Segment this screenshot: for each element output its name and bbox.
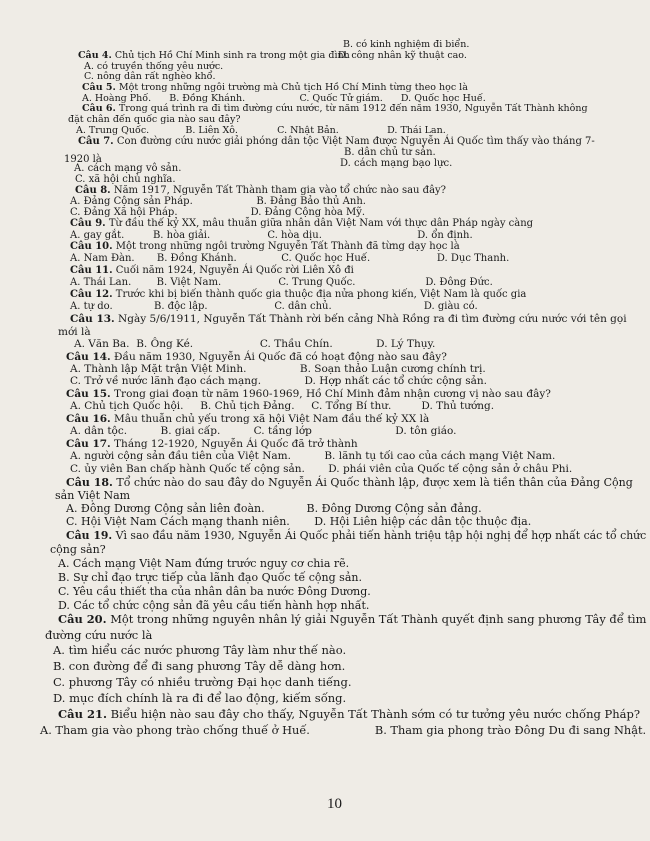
line-text: A. Hoàng Phố. B. Đồng Khánh. C. Quốc Tử giám. D. Quốc học Huế. xyxy=(82,93,486,104)
question-label: Câu 6. xyxy=(82,103,116,114)
line-text: cộng sản? xyxy=(50,543,106,556)
text-line xyxy=(70,314,627,325)
line-text: C. Đảng Xã hội Pháp. D. Đảng Cộng hòa Mỹ. xyxy=(70,207,366,218)
line-text: C. phương Tây có nhiều trường Đại học danh tiếng. xyxy=(53,675,352,689)
line-text: A. cách mạng vô sản. xyxy=(74,163,182,174)
text-line xyxy=(53,677,351,689)
text-line xyxy=(70,266,354,276)
line-text: Trước khi bị biến thành quốc gia thuộc địa nửa phong kiến, Việt Nam là quốc gia xyxy=(112,289,527,300)
text-line xyxy=(340,159,452,169)
line-text: Đầu năm 1930, Nguyễn Ái Quốc đã có hoạt động nào sau đây? xyxy=(110,351,447,363)
page-number: 10 xyxy=(327,796,342,812)
line-text: đường cứu nước là xyxy=(45,628,153,642)
text-line xyxy=(76,126,446,136)
question-label: Câu 15. xyxy=(66,388,111,400)
line-text: sản Việt Nam xyxy=(55,489,131,502)
question-label: Câu 14. xyxy=(66,351,111,363)
line-text: Con đường cứu nước giải phóng dân tộc Việt Nam được Nguyễn Ái Quốc tìm thấy vào tháng 7- xyxy=(113,136,595,147)
question-label: Câu 4. xyxy=(78,50,112,61)
text-line xyxy=(58,572,362,583)
line-text: Mâu thuẫn chủ yếu trong xã hội Việt Nam đầu thế kỷ XX là xyxy=(110,413,430,425)
line-text: 1920 là xyxy=(64,154,102,165)
text-line xyxy=(55,490,130,501)
text-line xyxy=(58,327,91,338)
question-label: Câu 13. xyxy=(70,313,115,325)
line-text: Ngày 5/6/1911, Nguyễn Tất Thành rời bến cảng Nhà Rồng ra đi tìm đường cứu nước với tên gọi xyxy=(114,313,627,325)
line-text: A. có truyền thống yêu nước. xyxy=(84,61,224,72)
text-line xyxy=(75,175,176,185)
question-label: Câu 21. xyxy=(58,707,107,721)
line-text: Một trong những nguyên nhân lý giải Nguyễn Tất Thành quyết định sang phương Tây để tìm xyxy=(106,612,647,626)
text-line xyxy=(70,290,526,300)
text-line xyxy=(53,661,345,673)
text-line xyxy=(66,439,358,450)
line-text: A. dân tộc. B. giai cấp. C. tầng lớp D. tôn giáo. xyxy=(70,425,457,437)
text-line xyxy=(70,197,366,207)
text-line xyxy=(70,254,509,264)
line-text: Chủ tịch Hồ Chí Minh sinh ra trong một gia đình xyxy=(111,50,350,61)
line-text: đặt chân đến quốc gia nào sau đây? xyxy=(68,114,241,125)
text-line xyxy=(82,104,588,114)
line-text: D. công nhân kỹ thuật cao. xyxy=(338,50,467,61)
line-text: A. Nam Đàn. B. Đồng Khánh. C. Quốc học Huế. D. Dục Thanh. xyxy=(70,253,510,264)
text-line xyxy=(45,630,152,642)
text-line xyxy=(58,558,349,569)
text-line xyxy=(58,600,369,611)
text-line xyxy=(70,242,460,252)
text-line xyxy=(53,645,346,657)
question-label: Câu 11. xyxy=(70,265,113,276)
text-line xyxy=(50,544,106,555)
text-line xyxy=(70,464,572,475)
text-line xyxy=(58,586,371,597)
text-line xyxy=(74,164,181,174)
line-text: A. Trung Quốc. B. Liên Xô. C. Nhật Bản. D. Thái Lan. xyxy=(76,125,446,136)
line-text: C. Yêu cầu thiết tha của nhân dân ba nước Đông Dương. xyxy=(58,585,371,598)
text-line xyxy=(78,51,350,61)
text-line xyxy=(66,503,482,514)
text-line xyxy=(70,401,494,412)
line-text: Vì sao đầu năm 1930, Nguyễn Ái Quốc phải tiến hành triệu tập hội nghị để hợp nhất các tổ chức xyxy=(112,529,647,542)
line-text: A. Văn Ba. B. Ông Ké. C. Thầu Chín. D. Lý Thụy. xyxy=(74,338,436,350)
line-text: B. con đường để đi sang phương Tây dễ dàng hơn. xyxy=(53,659,346,673)
text-line xyxy=(338,51,467,61)
text-line xyxy=(70,376,487,387)
line-text: Một trong những ngôi trường Nguyễn Tất Thành đã từng dạy học là xyxy=(112,241,460,252)
line-text: A. gay gắt. B. hòa giải. C. hòa dịu. D. ổn định. xyxy=(70,230,473,241)
line-text: A. Cách mạng Việt Nam đứng trước nguy cơ chia rẽ. xyxy=(58,557,350,570)
text-line xyxy=(53,693,346,705)
line-text: A. người cộng sản đầu tiên của Việt Nam. B. lãnh tụ tối cao của cách mạng Việt Nam. xyxy=(70,450,556,462)
line-text: C. nông dân rất nghèo khổ. xyxy=(84,71,216,82)
text-line xyxy=(343,40,469,50)
text-line xyxy=(70,208,365,218)
line-text: Năm 1917, Nguyễn Tất Thành tham gia vào tổ chức nào sau đây? xyxy=(110,185,447,196)
text-line xyxy=(70,219,533,229)
text-line xyxy=(66,414,429,425)
question-label: Câu 7. xyxy=(78,136,114,147)
line-text: Trong quá trình ra đi tìm đường cứu nước, từ năm 1912 đến năm 1930, Nguyễn Tất Thành không xyxy=(115,103,588,114)
question-label: Câu 8. xyxy=(75,185,111,196)
line-text: A. Tham gia vào phong trào chống thuế ở Huế. B. Tham gia phong trào Đông Du đi sang Nhật. xyxy=(40,723,647,737)
text-line xyxy=(344,148,436,158)
line-text: A. Chủ tịch Quốc hội. B. Chủ tịch Đảng. C. Tổng Bí thư. D. Thủ tướng. xyxy=(70,400,495,412)
text-line xyxy=(84,72,216,82)
line-text: A. Đảng Cộng sản Pháp. B. Đảng Bảo thủ Anh. xyxy=(70,196,366,207)
text-line xyxy=(58,709,640,721)
line-text: mới là xyxy=(58,326,91,338)
line-text: B. Sự chỉ đạo trực tiếp của lãnh đạo Quốc tế cộng sản. xyxy=(58,571,362,584)
question-label: Câu 17. xyxy=(66,438,111,450)
line-text: C. Hội Việt Nam Cách mạng thanh niên. D. Hội Liên hiệp các dân tộc thuộc địa. xyxy=(66,515,532,528)
text-line xyxy=(66,352,447,363)
text-line xyxy=(70,426,456,437)
line-text: Biểu hiện nào sau đây cho thấy, Nguyễn Tất Thành sớm có tư tưởng yêu nước chống Pháp? xyxy=(106,707,641,721)
text-line xyxy=(75,186,446,196)
question-label: Câu 18. xyxy=(66,476,113,489)
text-line xyxy=(70,451,555,462)
line-text: C. xã hội chủ nghĩa. xyxy=(75,174,176,185)
text-line xyxy=(66,389,551,400)
text-line xyxy=(40,725,646,737)
text-line xyxy=(70,302,478,312)
text-line xyxy=(66,477,633,488)
text-line xyxy=(58,614,646,626)
line-text: D. mục đích chính là ra đi để lao động, kiếm sống. xyxy=(53,691,347,705)
question-label: Câu 5. xyxy=(82,82,116,93)
line-text: Một trong những ngôi trường mà Chủ tịch Hồ Chí Minh từng theo học là xyxy=(115,82,468,93)
line-text: Cuối năm 1924, Nguyễn Ái Quốc rời Liên Xô đi xyxy=(112,265,354,276)
line-text: A. Đông Dương Cộng sản liên đoàn. B. Đông Dương Cộng sản đảng. xyxy=(66,502,482,515)
line-text: Trong giai đoạn từ năm 1960-1969, Hồ Chí Minh đảm nhận cương vị nào sau đây? xyxy=(110,388,551,400)
question-label: Câu 12. xyxy=(70,289,113,300)
line-text: C. ủy viên Ban chấp hành Quốc tế cộng sản. D. phái viên của Quốc tế cộng sản ở châu Phi. xyxy=(70,463,573,475)
line-text: A. tự do. B. độc lập. C. dân chủ. D. giàu có. xyxy=(70,301,478,312)
line-text: C. Trở về nước lãnh đạo cách mạng. D. Hợp nhất các tổ chức cộng sản. xyxy=(70,375,487,387)
text-line xyxy=(68,115,240,125)
text-line xyxy=(70,278,493,288)
text-line xyxy=(70,231,473,241)
text-line xyxy=(78,137,595,147)
question-label: Câu 9. xyxy=(70,218,106,229)
question-label: Câu 10. xyxy=(70,241,113,252)
question-label: Câu 16. xyxy=(66,413,111,425)
line-text: A. Thành lập Mặt trận Việt Minh. B. Soạn thảo Luận cương chính trị. xyxy=(70,363,486,375)
line-text: Từ đầu thế kỷ XX, mâu thuẫn giữa nhân dân Việt Nam với thực dân Pháp ngày càng xyxy=(105,218,534,229)
line-text: A. tìm hiểu các nước phương Tây làm như thế nào. xyxy=(53,643,347,657)
text-line xyxy=(82,83,468,93)
text-line xyxy=(70,364,486,375)
question-label: Câu 19. xyxy=(66,529,113,542)
line-text: D. cách mạng bạo lực. xyxy=(340,158,453,169)
question-label: Câu 20. xyxy=(58,612,107,626)
line-text: A. Thái Lan. B. Việt Nam. C. Trung Quốc. D. Đông Đức. xyxy=(70,277,493,288)
text-line xyxy=(66,530,646,541)
line-text: B. có kinh nghiệm đi biển. xyxy=(343,39,470,50)
line-text: B. dân chủ tư sản. xyxy=(344,147,436,158)
text-line xyxy=(74,339,435,350)
text-line xyxy=(66,516,531,527)
line-text: Tháng 12-1920, Nguyễn Ái Quốc đã trở thành xyxy=(110,438,358,450)
line-text: Tổ chức nào do sau đây do Nguyễn Ái Quốc thành lập, được xem là tiền thân của Đảng Cộng xyxy=(112,476,633,489)
line-text: D. Các tổ chức cộng sản đã yêu cầu tiến hành hợp nhất. xyxy=(58,599,370,612)
